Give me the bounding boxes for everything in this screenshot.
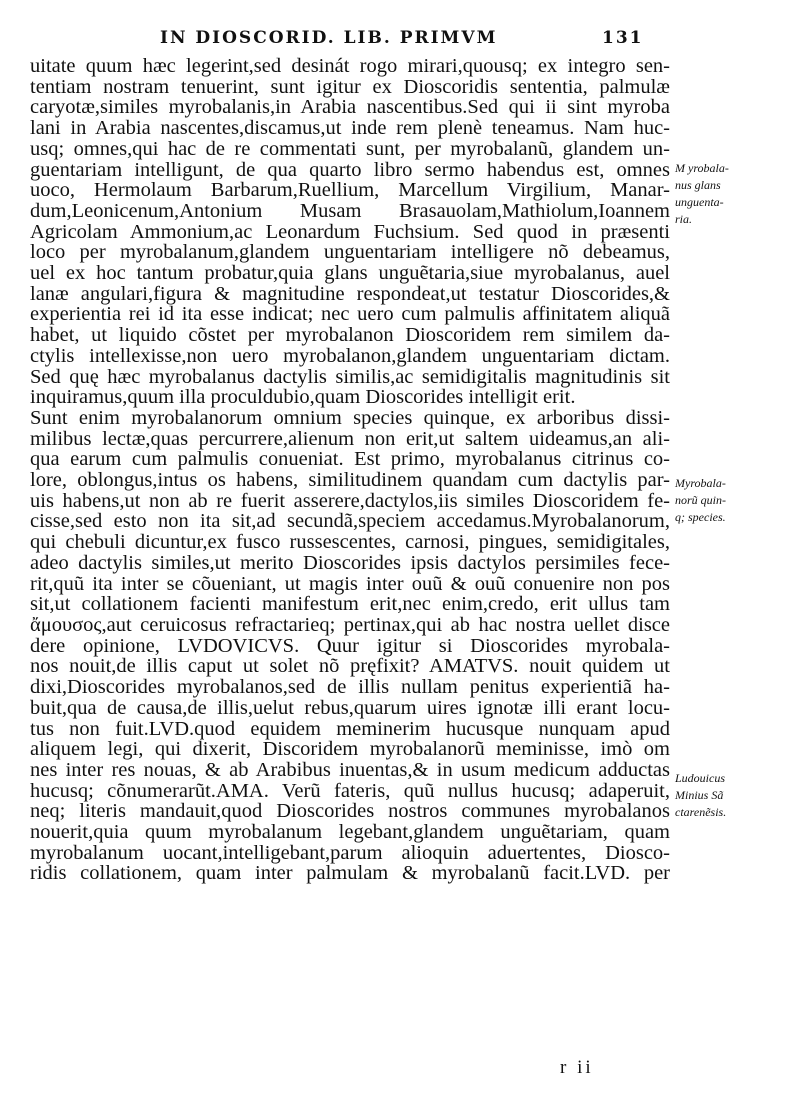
text-line: qui chebuli dicuntur,ex fusco russescentes, carnosi, pingues, semidigitales, — [30, 531, 670, 554]
margin-note-line: unguenta- — [675, 195, 724, 209]
margin-note-myrobalanus-glans — [675, 160, 795, 228]
text-line: lani in Arabia nascentes,discamus,ut inde rem plenè teneamus. Nam huc- — [30, 117, 670, 140]
text-line: cisse,sed esto non ita sit,ad secundã,speciem accedamus.Myrobalanorum, — [30, 510, 670, 533]
margin-note-ludouicus — [675, 770, 795, 821]
margin-note-line: M yrobala- — [675, 161, 729, 175]
text-line: lore, oblongus,intus os habens, similitudinem quandam cum dactylis par- — [30, 469, 670, 492]
text-line: nes inter res nouas, & ab Arabibus inuentas,& in usum medicum adductas — [30, 758, 670, 781]
text-line: lanæ angulari,figura & magnitudine respondeat,ut testatur Dioscorides,& — [30, 282, 670, 305]
text-line: loco per myrobalanum,glandem unguentariam intelligere nõ debeamus, — [30, 241, 670, 264]
text-line: habet, ut liquido cõstet per myrobalanon Dioscoridem rem similem da- — [30, 324, 670, 347]
text-line: rit,quũ ita inter se cõueniant, ut magis inter ouũ & ouũ conuenire non pos — [30, 572, 670, 595]
margin-note-line: Minius Sã — [675, 788, 724, 802]
text-line: uoco, Hermolaum Barbarum,Ruellium, Marcellum Virgilium, Manar- — [30, 179, 670, 202]
text-line: uel ex hoc tantum probatur,quia glans unguẽtaria,siue myrobalanus, auel — [30, 262, 670, 285]
text-line: myrobalanum uocant,intelligebant,parum alioquin aduertentes, Diosco- — [30, 841, 670, 864]
text-line: tus non fuit.LVD.quod equidem meminerim hucusque nunquam apud — [30, 717, 670, 740]
margin-note-line: norũ quin- — [675, 493, 726, 507]
text-line: ctylis intellexisse,non uero myrobalanon,glandem unguentariam dictam. — [30, 344, 670, 367]
text-line: guentariam intelligunt, de qua quarto libro sermo habendus est, omnes — [30, 158, 670, 181]
text-line: uis habens,ut non ab re fuerit asserere,dactylos,iis similes Dioscoridem fe- — [30, 489, 670, 512]
text-line: inquiramus,quum illa proculdubio,quam Dioscorides intelligit erit. — [30, 386, 576, 409]
text-line: ridis collationem, quam inter palmulam & myrobalanũ facit.LVD. per — [30, 862, 670, 885]
text-line: dum,Leonicenum,Antonium Musam Brasauolam,Mathiolum,Ioannem — [30, 199, 670, 222]
text-line: milibus lectæ,quas percurrere,alienum non erit,ut saltem uideamus,an ali- — [30, 427, 670, 450]
margin-note-line: ctarenẽsis. — [675, 805, 727, 819]
running-title: IN DIOSCORID. LIB. PRIMVM — [160, 28, 498, 48]
text-line: nouerit,quia quum myrobalanum legebant,glandem unguẽtariam, quam — [30, 821, 670, 844]
text-line: sit,ut collationem facienti manifestum erit,nec enim,credo, erit ullus tam — [30, 593, 670, 616]
margin-note-line: q; species. — [675, 510, 726, 524]
text-line: hucusq; cõnumerarũt.AMA. Verũ fateris, quũ nullus hucusq; adaperuit, — [30, 779, 670, 802]
text-line: dere opinione, LVDOVICVS. Quur igitur si Dioscorides myrobala- — [30, 634, 670, 657]
text-line: ἄμουσος,aut ceruicosus refractarieq; pertinax,qui ab hac nostra uellet disce — [30, 613, 670, 636]
text-line: Sed quę hæc myrobalanus dactylis similis,ac semidigitalis magnitudinis sit — [30, 365, 670, 388]
text-line: usq; omnes,qui hac de re commentati sunt, per myrobalanũ, glandem un- — [30, 137, 670, 160]
page-number: 131 — [602, 28, 644, 48]
margin-note-line: Myrobala- — [675, 476, 726, 490]
margin-note-quinque-species — [675, 475, 795, 526]
main-text — [30, 56, 670, 884]
text-line: caryotæ,similes myrobalanis,in Arabia nascentibus.Sed qui ii sint myroba — [30, 96, 670, 119]
text-line: adeo dactylis similes,ut merito Dioscorides ipsis dactylos persimiles fece- — [30, 551, 670, 574]
text-line: Sunt enim myrobalanorum omnium species quinque, ex arboribus dissi- — [30, 406, 670, 429]
text-line: experientia rei id ita esse indicat; nec uero cum palmulis affinitatem aliquã — [30, 303, 670, 326]
text-line: Agricolam Ammonium,ac Leonardum Fuchsium. Sed quod in præsenti — [30, 220, 670, 243]
signature-mark: r ii — [560, 1057, 594, 1078]
text-line: tentiam nostram tenuerint, sunt igitur ex Dioscoridis sententia, palmulæ — [30, 75, 670, 98]
text-line: neq; literis mandauit,quod Dioscorides nostros communes myrobalanos — [30, 800, 670, 823]
text-line: qua earum cum palmulis conueniat. Est primo, myrobalanus citrinus co- — [30, 448, 670, 471]
text-line: nos nouit,de illis caput ut solet nõ pręfixit? AMATVS. nouit quidem ut — [30, 655, 670, 678]
margin-note-line: Ludouicus — [675, 771, 726, 785]
margin-note-line: ria. — [675, 212, 693, 226]
text-line: dixi,Dioscorides myrobalanos,sed de illis nullam penitus experientiã ha- — [30, 676, 670, 699]
margin-note-line: nus glans — [675, 178, 721, 192]
text-line: uitate quum hæc legerint,sed desinát rogo mirari,quousq; ex integro sen- — [30, 55, 670, 77]
text-line: buit,qua de causa,de illis,uelut rebus,quarum uires ignotæ illi erant locu- — [30, 696, 670, 719]
text-line: aliquem legi, qui dixerit, Discoridem myrobalanorũ meminisse, imò om — [30, 738, 670, 761]
